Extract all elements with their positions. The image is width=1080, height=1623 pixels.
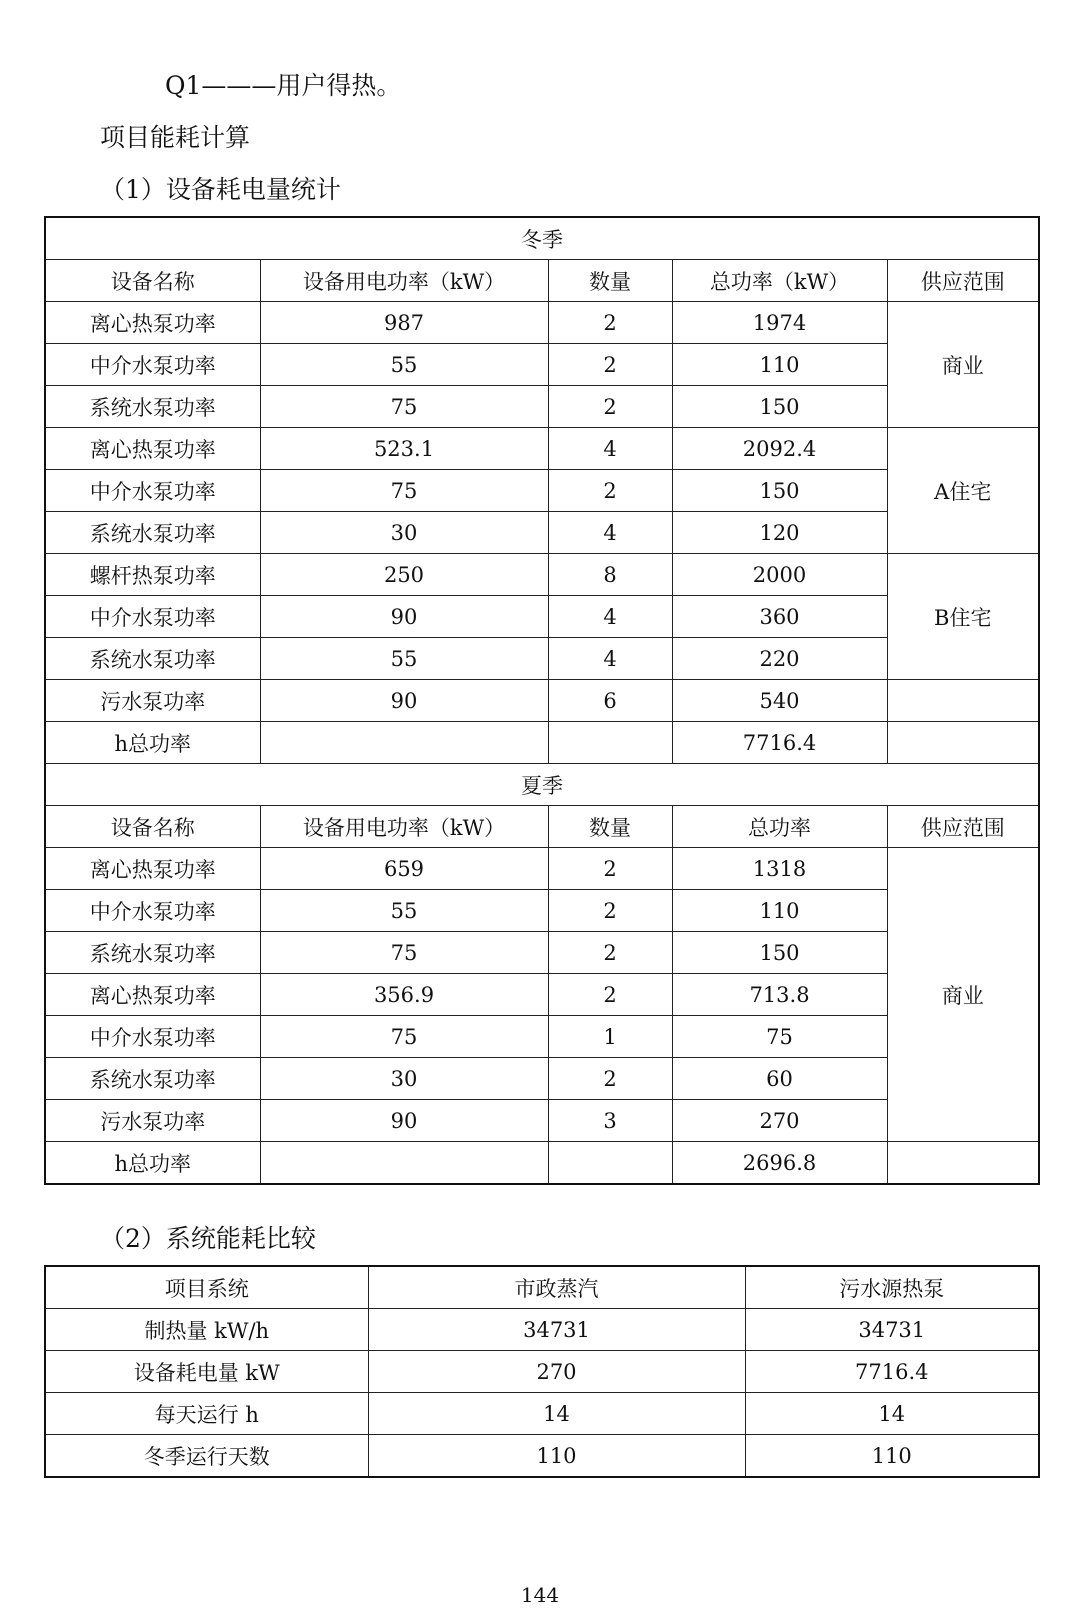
column-header: 总功率（kW） [672, 260, 887, 302]
table-cell: 2000 [672, 554, 887, 596]
table-cell: h总功率 [45, 722, 260, 764]
column-header: 项目系统 [45, 1266, 368, 1309]
table-row [45, 680, 1039, 722]
table-cell: 中介水泵功率 [45, 470, 260, 512]
table-cell: 90 [260, 596, 548, 638]
table-cell: 270 [368, 1351, 745, 1393]
table-cell: 110 [672, 890, 887, 932]
table-cell: 60 [672, 1058, 887, 1100]
table-cell: 4 [548, 428, 672, 470]
table-cell: 150 [672, 470, 887, 512]
table-cell: 55 [260, 638, 548, 680]
table-cell: 离心热泵功率 [45, 428, 260, 470]
table-cell [260, 1142, 548, 1185]
table-cell: 2 [548, 932, 672, 974]
column-header: 设备名称 [45, 806, 260, 848]
header-row [45, 1266, 1039, 1309]
column-header: 数量 [548, 806, 672, 848]
table-cell: 987 [260, 302, 548, 344]
table-cell: 356.9 [260, 974, 548, 1016]
table-cell: 中介水泵功率 [45, 344, 260, 386]
table-cell: 250 [260, 554, 548, 596]
table-cell: h总功率 [45, 1142, 260, 1185]
table-cell: 2 [548, 344, 672, 386]
column-header: 供应范围 [887, 806, 1039, 848]
column-header: 污水源热泵 [745, 1266, 1039, 1309]
table-cell: 4 [548, 512, 672, 554]
table-cell: 360 [672, 596, 887, 638]
table-cell: 2 [548, 386, 672, 428]
table-cell: 2 [548, 470, 672, 512]
table-cell: 14 [745, 1393, 1039, 1435]
table-cell: 110 [368, 1435, 745, 1478]
table-cell: 30 [260, 1058, 548, 1100]
table-cell: 中介水泵功率 [45, 596, 260, 638]
table-cell: 污水泵功率 [45, 680, 260, 722]
table-cell: 2 [548, 302, 672, 344]
table-cell: 中介水泵功率 [45, 1016, 260, 1058]
header-row [45, 806, 1039, 848]
subsection-heading-1: （1）设备耗电量统计 [100, 175, 341, 204]
table-cell: 设备耗电量 kW [45, 1351, 368, 1393]
table-cell: 4 [548, 596, 672, 638]
table-cell: 1318 [672, 848, 887, 890]
supply-scope-cell: B住宅 [887, 554, 1039, 680]
table-cell: 150 [672, 386, 887, 428]
season-title-row [45, 217, 1039, 260]
table-cell: 系统水泵功率 [45, 1058, 260, 1100]
table-cell: 270 [672, 1100, 887, 1142]
supply-scope-cell: 商业 [887, 848, 1039, 1142]
table-cell: 冬季运行天数 [45, 1435, 368, 1478]
table-cell: 2092.4 [672, 428, 887, 470]
table-cell: 55 [260, 890, 548, 932]
table-row [45, 848, 1039, 890]
supply-scope-cell [887, 680, 1039, 722]
table-cell [260, 722, 548, 764]
table-row [45, 1393, 1039, 1435]
table-cell: 1974 [672, 302, 887, 344]
formula-note: Q1———用户得热。 [165, 71, 402, 100]
table-cell: 离心热泵功率 [45, 302, 260, 344]
table-cell: 6 [548, 680, 672, 722]
table-cell: 713.8 [672, 974, 887, 1016]
table-cell: 7716.4 [672, 722, 887, 764]
table-cell: 系统水泵功率 [45, 932, 260, 974]
table-row [45, 1351, 1039, 1393]
table-cell: 系统水泵功率 [45, 386, 260, 428]
table-cell: 8 [548, 554, 672, 596]
table-row [45, 302, 1039, 344]
supply-scope-cell [887, 722, 1039, 764]
column-header: 设备用电功率（kW） [260, 260, 548, 302]
table-cell: 2 [548, 890, 672, 932]
table-cell: 220 [672, 638, 887, 680]
table-cell: 4 [548, 638, 672, 680]
supply-scope-cell [887, 1142, 1039, 1185]
table-cell: 90 [260, 680, 548, 722]
table-cell: 2696.8 [672, 1142, 887, 1185]
table-cell: 7716.4 [745, 1351, 1039, 1393]
table-cell: 523.1 [260, 428, 548, 470]
column-header: 设备名称 [45, 260, 260, 302]
table-cell: 75 [260, 1016, 548, 1058]
table-cell: 离心热泵功率 [45, 974, 260, 1016]
table-cell: 30 [260, 512, 548, 554]
equipment-power-table [44, 216, 1040, 1185]
table-row [45, 554, 1039, 596]
table-cell: 2 [548, 974, 672, 1016]
table-row [45, 1309, 1039, 1351]
table-row [45, 1142, 1039, 1185]
energy-comparison-table [44, 1265, 1040, 1478]
table-cell: 螺杆热泵功率 [45, 554, 260, 596]
table-cell: 每天运行 h [45, 1393, 368, 1435]
table-cell: 75 [260, 470, 548, 512]
table-cell: 离心热泵功率 [45, 848, 260, 890]
table-cell: 110 [745, 1435, 1039, 1478]
column-header: 总功率 [672, 806, 887, 848]
season-title-row [45, 764, 1039, 806]
table-cell [548, 1142, 672, 1185]
table-row [45, 1435, 1039, 1478]
table-cell: 2 [548, 848, 672, 890]
supply-scope-cell: 商业 [887, 302, 1039, 428]
table-cell: 90 [260, 1100, 548, 1142]
page-number: 144 [520, 1583, 560, 1607]
table-cell: 110 [672, 344, 887, 386]
table-cell: 540 [672, 680, 887, 722]
table-row [45, 722, 1039, 764]
table-row [45, 428, 1039, 470]
table-cell: 中介水泵功率 [45, 890, 260, 932]
column-header: 供应范围 [887, 260, 1039, 302]
table-cell [548, 722, 672, 764]
table-cell: 污水泵功率 [45, 1100, 260, 1142]
table-cell: 系统水泵功率 [45, 512, 260, 554]
table-cell: 75 [260, 932, 548, 974]
subsection-heading-2: （2）系统能耗比较 [100, 1224, 316, 1253]
table-cell: 120 [672, 512, 887, 554]
table-cell: 制热量 kW/h [45, 1309, 368, 1351]
table-cell: 55 [260, 344, 548, 386]
winter-title: 冬季 [45, 217, 1039, 260]
section-heading: 项目能耗计算 [100, 123, 251, 152]
column-header: 数量 [548, 260, 672, 302]
table-cell: 系统水泵功率 [45, 638, 260, 680]
table-cell: 2 [548, 1058, 672, 1100]
table-cell: 659 [260, 848, 548, 890]
table-cell: 75 [672, 1016, 887, 1058]
supply-scope-cell: A住宅 [887, 428, 1039, 554]
table-cell: 14 [368, 1393, 745, 1435]
table-cell: 34731 [745, 1309, 1039, 1351]
table-cell: 1 [548, 1016, 672, 1058]
table-cell: 3 [548, 1100, 672, 1142]
table-cell: 150 [672, 932, 887, 974]
header-row [45, 260, 1039, 302]
column-header: 市政蒸汽 [368, 1266, 745, 1309]
table-cell: 34731 [368, 1309, 745, 1351]
summer-title: 夏季 [45, 764, 1039, 806]
table-cell: 75 [260, 386, 548, 428]
column-header: 设备用电功率（kW） [260, 806, 548, 848]
